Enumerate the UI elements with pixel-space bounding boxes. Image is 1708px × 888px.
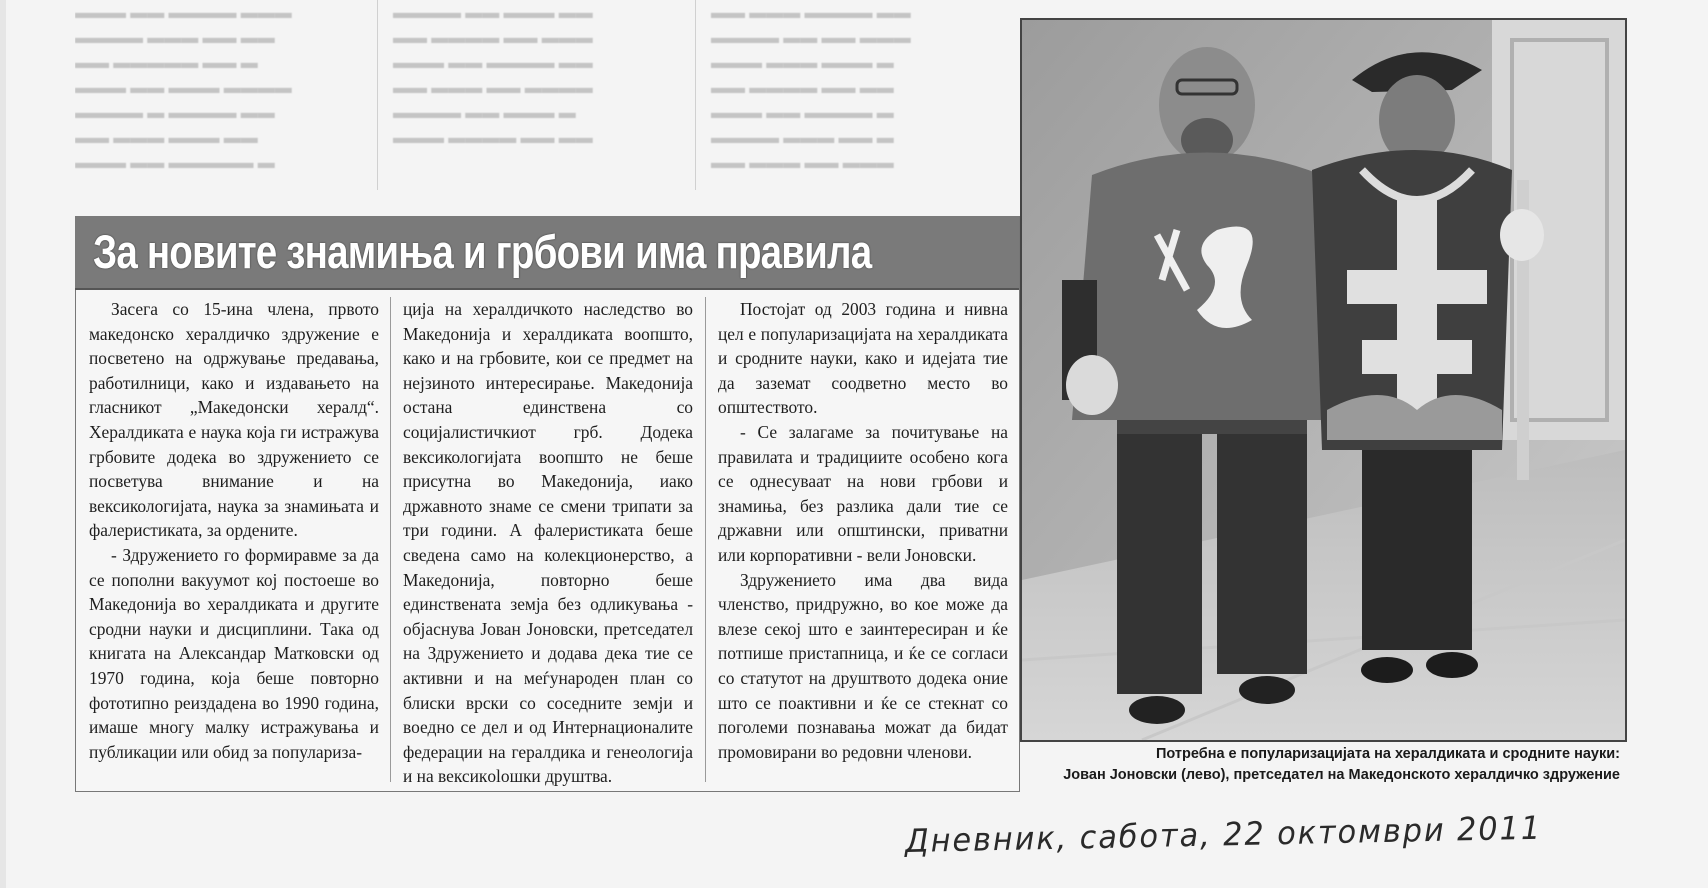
column-divider (705, 297, 706, 782)
paragraph: - Се залагаме за почитување на правилата и традициите особено кога се однесуваат на нови грбови и знамиња, без разлика дали тие се државни или општински, приватни или корпоративни - вели Јоновски. (718, 421, 1008, 565)
photo-illustration (1022, 20, 1625, 740)
article-column-2 (403, 297, 693, 789)
paragraph: Засега со 15-ина члена, првото македонско хералдичко здружение е посветено на одржување предавања, работилници, како и издавањето на гласникот „Македонски хералд“. Хералдиката е наука која ги истражува грбовите додека во здружението се посветува внимание и на вексикологијата, наука за знамињата и фалеристиката, за ордените. (89, 299, 379, 541)
caption-line: Јован Јоновски (лево), претседател на Македонското хералдичко здружение (1063, 767, 1620, 783)
handwritten-source-note: Дневник, сабота, 22 октомври 2011 (904, 808, 1543, 860)
previous-article-remnant: ▬▬▬ ▬▬ ▬▬▬▬ ▬▬▬ ▬▬▬▬ ▬▬▬ ▬▬ ▬▬ ▬▬ ▬▬▬▬▬ ▬▬ ▬ ▬▬▬ ▬▬ ▬▬▬ ▬▬▬▬ ▬▬▬▬ ▬ ▬▬▬▬ ▬▬ ▬▬ ▬▬▬ ▬▬▬ ▬▬ ▬▬▬ ▬▬ ▬▬▬▬▬ ▬ ▬▬▬▬ ▬▬ ▬▬▬ ▬▬ ▬▬ ▬▬▬▬ ▬▬ ▬▬▬ ▬▬▬ ▬▬ ▬▬▬▬ ▬▬ ▬▬ ▬▬▬ ▬▬ ▬▬▬▬ ▬▬▬▬ ▬▬ ▬▬▬ ▬ ▬▬▬ ▬▬▬▬ ▬▬ ▬▬ ▬▬ ▬▬▬ ▬▬▬▬ ▬▬ ▬▬▬▬ ▬▬ ▬▬ ▬▬▬ ▬▬▬ ▬▬▬ ▬▬▬ ▬ ▬▬ ▬▬▬▬ ▬▬ ▬▬ ▬▬▬ ▬▬ ▬▬▬▬ ▬ ▬▬▬▬ ▬▬▬ ▬▬ ▬ ▬▬ ▬▬▬ ▬▬ ▬▬▬ (75, 0, 1015, 195)
caption-line: Потребна е популаризацијата на хералдиката и сродните науки: (1155, 746, 1620, 762)
paragraph: ција на хералдичкото наследство во Македонија и хералдиката воопшто, како и на грбовите, кои се предмет на нејзиното интересирање. Македонија остана единствена со социјалистичкиот грб. Додека вексикологијата воопшто не беше присутна во Македонија, иако државното знаме се смени трипати за три години. А фалеристиката беше сведена само на колекционерство, а Македонија, повторно беше единствената земја без одликувања - објаснува Јован Јоновски, претседател на Здружението и додава дека тие се активни и на меѓународен план со блиски врски со соседните земји и воедно се дел и од Интернационалите федерации на гералдика и генеологија и на вексикolошки друштва. (403, 299, 693, 787)
paragraph: Здружението има два вида членство, придружно, во кое може да влезе секој што е заинтересиран и ќе потпише пристапница, и ќе се согласи со статутот на друштвото додека оние што се поактивни и ќе се стекнат со поголеми познавања можат да бидат промовирани во редовни членови. (718, 569, 1008, 762)
scan-edge (0, 0, 6, 888)
article-photo (1020, 18, 1627, 742)
photo-caption (1022, 744, 1620, 786)
article-column-3 (718, 297, 1008, 764)
column-divider (390, 297, 391, 782)
paragraph: Постојат од 2003 година и нивна цел е популаризацијата на хералдиката и сродните науки, како и идејата тие да заземат соодветно место во општеството. (718, 299, 1008, 418)
article-headline: За новите знамиња и грбови има правила (93, 225, 872, 278)
article-column-1 (89, 297, 379, 764)
paragraph: - Здружението го формиравме за да се пополни вакуумот кој постоеше во Македонија во хералдиката и другите сродни науки и дисциплини. Така од книгата на Александар Матковски од 1970 година, која беше повторно фототипно реиздадена во 1990 година, имаше многу малку истражувања и публикации или обид за популариза- (89, 544, 379, 762)
